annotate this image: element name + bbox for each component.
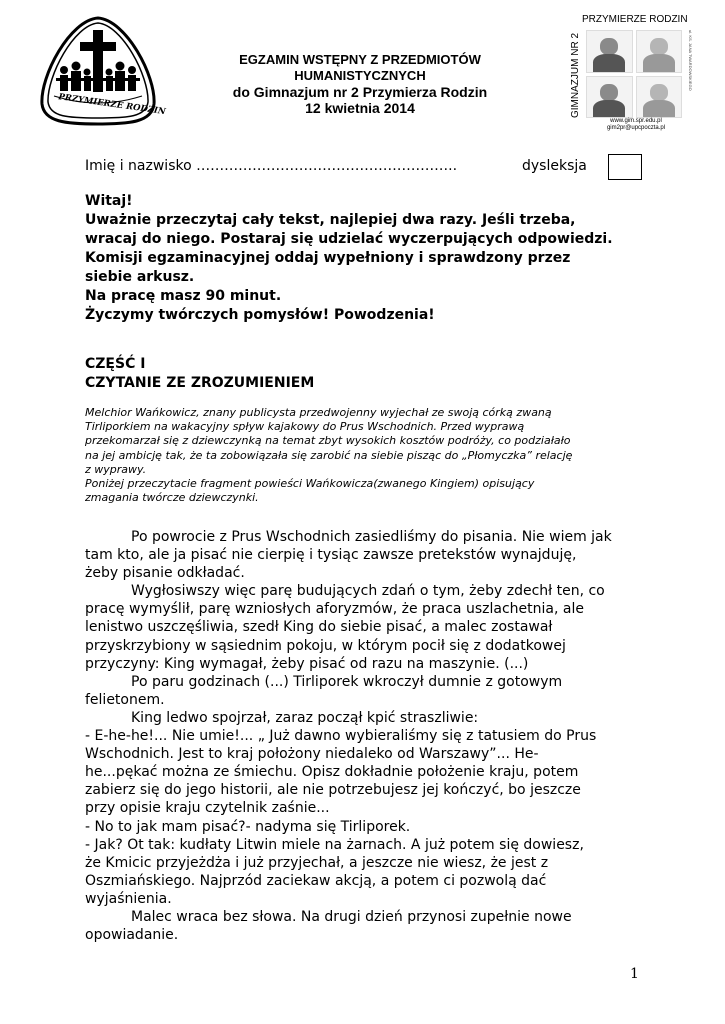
- story-line: - E-he-he!... Nie umie!... „ Już dawno wybieraliśmy się z tatusiem do Prus: [85, 728, 597, 745]
- logo-text: PRZYMIERZE RODZIN: [57, 92, 167, 118]
- stamp-title: PRZYMIERZE RODZIN: [582, 14, 688, 25]
- story-line: pracę wymyślił, parę wzniosłych aforyzmów, że praca uszlachetnia, ale: [85, 601, 584, 618]
- exam-title: [150, 52, 570, 116]
- portrait-photo: [586, 76, 633, 119]
- instructions: [85, 192, 665, 325]
- story-line: - No to jak mam pisać?- nadyma się Tirliporek.: [85, 818, 411, 835]
- part-header: [85, 355, 314, 393]
- story-line: Oszmiańskiego. Najprzód zaciekaw akcją, a potem ci pozwolą dać: [85, 872, 547, 889]
- intro-line: Poniżej przeczytacie fragment powieści Wańkowicza(zwanego Kingiem) opisujący: [85, 477, 535, 491]
- page-number: 1: [630, 966, 639, 982]
- stamp-side-text: ul. KS. JANA TWARDOWSKIEGO: [688, 30, 693, 91]
- instruction-line: Witaj!: [85, 193, 133, 209]
- story-text: [85, 528, 665, 944]
- instruction-line: Na pracę masz 90 minut.: [85, 288, 282, 304]
- story-line: felietonem.: [85, 691, 165, 708]
- story-line: he...pękać można ze śmiechu. Opisz dokładnie położenie kraju, potem: [85, 764, 579, 781]
- dyslexia-label: dysleksja: [522, 158, 587, 174]
- name-field-label: Imię i nazwisko ………………………………………………..: [85, 158, 458, 174]
- story-line: tam kto, ale ja pisać nie cierpię i tysiąc zawsze pretekstów wynajduję,: [85, 547, 577, 564]
- story-line: zabierz się do jego historii, ale nie potrzebujesz jej kończyć, bo jeszcze: [85, 782, 581, 799]
- intro-line: zmagania twórcze dziewczynki.: [85, 491, 259, 505]
- stamp-email: gim2pr@upcpoczta.pl: [606, 125, 666, 131]
- story-line: Po paru godzinach (...) Tirliporek wkroczył dumnie z gotowym: [131, 673, 563, 690]
- story-line: Wschodnich. Jest to kraj położony niedaleko od Warszawy”... He-: [85, 746, 539, 763]
- story-line: że Kmicic przyjeżdża i już przyjechał, a jeszcze nie wiesz, że jest z: [85, 854, 549, 871]
- title-line-3: do Gimnazjum nr 2 Przymierza Rodzin: [232, 84, 488, 100]
- portrait-photo: [636, 30, 683, 73]
- instruction-line: Życzymy twórczych pomysłów! Powodzenia!: [85, 307, 435, 323]
- stamp-website: www.gim.spr.edu.pl: [610, 118, 662, 124]
- stamp-photos: [586, 30, 682, 118]
- portrait-photo: [636, 76, 683, 119]
- school-stamp: [566, 14, 696, 132]
- instruction-line: Uważnie przeczytaj cały tekst, najlepiej dwa razy. Jeśli trzeba,: [85, 212, 576, 228]
- instruction-line: siebie arkusz.: [85, 269, 195, 285]
- stamp-vertical-label: GIMNAZJUM NR 2: [570, 33, 581, 119]
- story-line: King ledwo spojrzał, zaraz począł kpić straszliwie:: [131, 709, 479, 726]
- story-line: wyjaśnienia.: [85, 890, 172, 907]
- story-line: przyskrzybiony w sąsiednim pokoju, w którym pocił się z dodatkowej: [85, 637, 566, 654]
- dyslexia-checkbox[interactable]: [608, 154, 642, 180]
- intro-paragraph: [85, 406, 665, 505]
- intro-line: przekomarzał się z dziewczynką na temat zbyt wysokich kosztów podróży, co podziałało: [85, 434, 571, 448]
- instruction-line: Komisji egzaminacyjnej oddaj wypełniony i sprawdzony przez: [85, 250, 571, 266]
- story-line: Wygłosiwszy więc parę budujących zdań o tym, żeby zdechł ten, co: [131, 583, 605, 600]
- story-line: opowiadanie.: [85, 927, 179, 944]
- story-line: - Jak? Ot tak: kudłaty Litwin miele na żarnach. A już potem się dowiesz,: [85, 836, 584, 853]
- intro-line: Tirliporkiem na wakacyjny spływ kajakowy do Prus Wschodnich. Przed wyprawą: [85, 420, 525, 434]
- intro-line: na jej ambicję tak, że ta zobowiązała się zarobić na siebie pisząc do „Płomyczka” relację: [85, 448, 573, 462]
- school-logo: [36, 14, 167, 129]
- story-line: przyczyny: King wymagał, żeby pisać od razu na maszynie. (...): [85, 655, 529, 672]
- instruction-line: wracaj do niego. Postaraj się udzielać wyczerpujących odpowiedzi.: [85, 231, 613, 247]
- story-line: Malec wraca bez słowa. Na drugi dzień przynosi zupełnie nowe: [131, 908, 572, 925]
- intro-line: z wyprawy.: [85, 462, 147, 476]
- story-line: przy opisie kraju czytelnik zaśnie...: [85, 800, 330, 817]
- intro-line: Melchior Wańkowicz, znany publicysta przedwojenny wyjechał ze swoją córką zwaną: [85, 406, 552, 419]
- title-line-2: HUMANISTYCZNYCH: [294, 68, 426, 83]
- story-line: lenistwo uszczęśliwia, szedł King do siebie pisać, a malec zostawał: [85, 619, 553, 636]
- part-name: CZYTANIE ZE ZROZUMIENIEM: [85, 375, 315, 391]
- story-line: Po powrocie z Prus Wschodnich zasiedliśmy do pisania. Nie wiem jak: [131, 529, 612, 545]
- story-line: żeby pisanie odkładać.: [85, 565, 245, 582]
- title-line-1: EGZAMIN WSTĘPNY Z PRZEDMIOTÓW: [239, 52, 481, 67]
- title-line-4: 12 kwietnia 2014: [305, 100, 415, 116]
- portrait-photo: [586, 30, 633, 73]
- part-number: CZĘŚĆ I: [85, 356, 146, 372]
